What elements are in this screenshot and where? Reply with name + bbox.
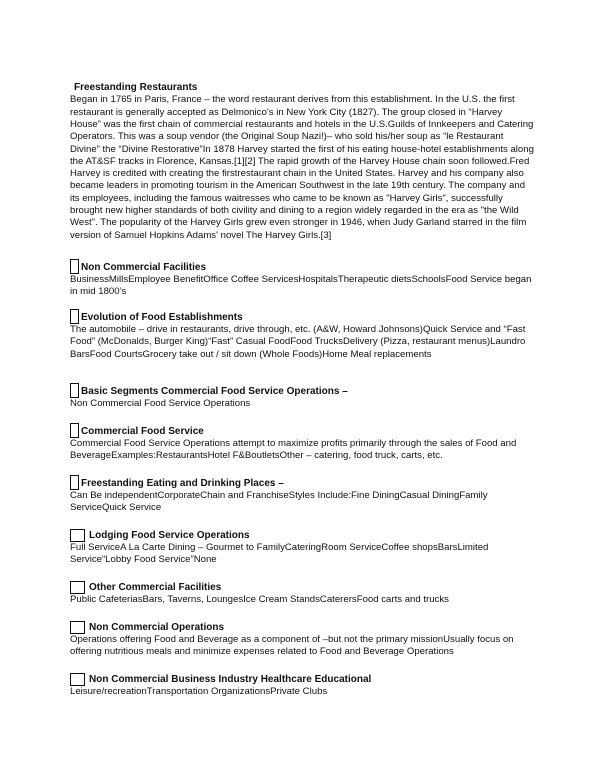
- section-title: Non Commercial Business Industry Healthcare Educational: [89, 673, 372, 685]
- checkbox-icon: [70, 529, 85, 542]
- section-title: Other Commercial Facilities: [89, 581, 222, 593]
- section-heading: [70, 474, 535, 490]
- section-lodging: [70, 526, 535, 567]
- section-body: Commercial Food Service Operations attempt to maximize profits primarily through the sales of Food and BeverageExamples:RestaurantsHotel F&BoutletsOther – catering, food truck, carts, etc.: [70, 438, 517, 462]
- section-other-commercial: [70, 578, 535, 606]
- intro-heading: Freestanding Restaurants: [74, 82, 198, 93]
- section-body: Non Commercial Food Service Operations: [70, 398, 251, 409]
- section-heading: [70, 258, 535, 274]
- section-non-commercial-operations: [70, 618, 535, 659]
- section-title: Non Commercial Facilities: [81, 261, 207, 273]
- section-title: Freestanding Eating and Drinking Places –: [81, 477, 284, 489]
- checkbox-icon: [70, 383, 79, 398]
- section-title: Evolution of Food Establishments: [81, 311, 243, 323]
- section-commercial-food-service: [70, 422, 535, 463]
- intro-paragraph: Began in 1765 in Paris, France – the word restaurant derives from this establishment. In the U.S. the first restaurant is generally accepted as Delmonico’s in New York City (1827). The group closed in “Harvey House” was the first chain of commercial restaurants and hotels in the U.S.Guilds of Innkeepers and Catering Operators. This was a soup vendor (the Original Soup Nazi!)– who sold his/her soup as “le Restaurant Divine” the “Divine Restorative”In 1878 Harvey started the first of his eating house-hotel establishments along the AT&SF tracks in Florence, Kansas.[1][2] The rapid growth of the Harvey House chain soon followed.Fred Harvey is credited with creating the firstrestaurant chain in the United States. Harvey and his company also became leaders in promoting tourism in the American Southwest in the late 19th century. The company and its employees, including the famous waitresses who came to be known as "Harvey Girls", successfully brought new higher standards of both civility and dining to a region widely regarded in the era as "the Wild West". The popularity of the Harvey Girls grew even stronger in 1946, when Judy Garland starred in the film version of Samuel Hopkins Adams' novel The Harvey Girls.[3]: [70, 94, 534, 241]
- section-title: Lodging Food Service Operations: [89, 529, 250, 541]
- checkbox-icon: [70, 423, 79, 438]
- section-basic-segments: [70, 382, 535, 410]
- section-title: Basic Segments Commercial Food Service Operations –: [81, 385, 348, 397]
- section-heading: [70, 618, 535, 634]
- section-body: Operations offering Food and Beverage as a component of –but not the primary missionUsually focus on offering nutritious meals and minimize expenses related to Food and Beverage Operations: [70, 634, 514, 658]
- section-evolution: [70, 308, 535, 361]
- section-heading: [70, 578, 535, 594]
- section-body: The automobile – drive in restaurants, drive through, etc. (A&W, Howard Johnsons)Quick Service and “Fast Food” (McDonalds, Burger King)“Fast” Casual FoodFood TrucksDelivery (Pizza, restaurant menus)Laundro BarsFood CourtsGrocery take out / sit down (Whole Foods)Home Meal replacements: [70, 324, 526, 360]
- section-non-commercial-business: [70, 670, 535, 698]
- section-title: Commercial Food Service: [81, 425, 204, 437]
- checkbox-icon: [70, 475, 79, 490]
- section-body: Full ServiceA La Carte Dining – Gourmet to FamilyCateringRoom ServiceCoffee shopsBarsLimited Service“Lobby Food Service”None: [70, 542, 489, 566]
- section-non-commercial-facilities: [70, 258, 535, 299]
- checkbox-icon: [70, 673, 85, 686]
- section-heading: [70, 526, 535, 542]
- section-body: Public CafeteriasBars, Taverns, LoungesIce Cream StandsCaterersFood carts and trucks: [70, 594, 449, 605]
- section-body: Leisure/recreationTransportation OrganizationsPrivate Clubs: [70, 686, 328, 697]
- intro-section: [70, 82, 535, 242]
- section-body: BusinessMillsEmployee BenefitOffice Coffee ServicesHospitalsTherapeutic dietsSchoolsFood Service began in mid 1800’s: [70, 274, 532, 298]
- section-heading: [70, 382, 535, 398]
- section-freestanding-eating: [70, 474, 535, 515]
- section-body: Can Be independentCorporateChain and FranchiseStyles Include:Fine DiningCasual DiningFamily ServiceQuick Service: [70, 490, 488, 514]
- section-heading: [70, 422, 535, 438]
- section-heading: [70, 308, 535, 324]
- section-heading: [70, 670, 535, 686]
- checkbox-icon: [70, 621, 85, 634]
- checkbox-icon: [70, 581, 85, 594]
- checkbox-icon: [70, 259, 79, 274]
- checkbox-icon: [70, 309, 79, 324]
- section-title: Non Commercial Operations: [89, 621, 225, 633]
